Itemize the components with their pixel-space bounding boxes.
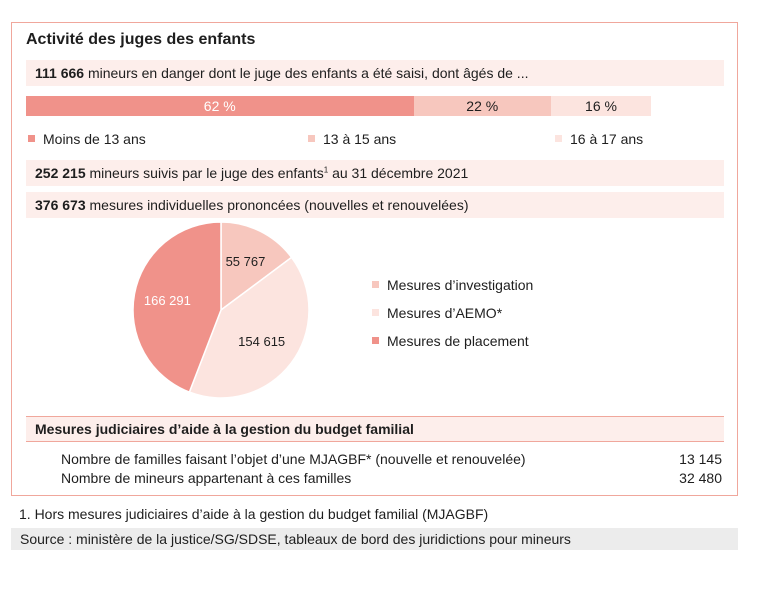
pie-label-placement: 166 291	[143, 293, 191, 309]
age-bar-segment-13-15	[414, 96, 552, 116]
minors-in-danger-text: mineurs en danger dont le juge des enfants a été saisi, dont âgés de ...	[84, 65, 529, 81]
age-bar-label-13-15: 22 %	[466, 98, 499, 114]
pie-label-aemo: 154 615	[238, 333, 286, 349]
age-legend-13-15	[308, 131, 396, 147]
figure-title: Activité des juges des enfants	[26, 31, 256, 48]
footnote-marker: 1	[323, 165, 329, 175]
age-bar-label-under-13: 62 %	[203, 98, 236, 114]
pie-legend-label-investigation: Mesures d’investigation	[387, 277, 534, 293]
minors-followed-band	[26, 160, 724, 186]
minors-followed-value: 252 215	[35, 165, 86, 181]
age-legend-swatch-13-15	[308, 135, 315, 142]
pie-legend-swatch-investigation	[372, 281, 379, 288]
mjagbf-row-minors-value: 32 480	[679, 470, 722, 486]
measures-band	[26, 192, 724, 218]
pie-label-investigation: 55 767	[225, 254, 266, 270]
measures-value: 376 673	[35, 197, 86, 213]
minors-followed-date: au 31 décembre 2021	[328, 165, 469, 181]
pie-legend-aemo	[372, 305, 502, 321]
source-line: Source : ministère de la justice/SG/SDSE, tableaux de bord des juridictions pour mineurs	[11, 528, 738, 550]
minors-followed-text: mineurs suivis par le juge des enfants	[85, 165, 324, 181]
pie-legend-investigation	[372, 277, 533, 293]
mjagbf-row-minors	[61, 470, 722, 486]
mjagbf-row-minors-label: Nombre de mineurs appartenant à ces familles	[61, 470, 352, 486]
age-legend-swatch-under-13	[28, 135, 35, 142]
age-legend-16-17	[555, 131, 643, 147]
age-legend-swatch-16-17	[555, 135, 562, 142]
pie-legend-label-aemo: Mesures d’AEMO*	[387, 305, 503, 321]
measures-text: mesures individuelles prononcées (nouvelles et renouvelées)	[85, 197, 469, 213]
age-legend-label-under-13: Moins de 13 ans	[43, 131, 146, 147]
age-legend-under-13	[28, 131, 146, 147]
pie-legend-label-placement: Mesures de placement	[387, 333, 529, 349]
pie-legend-swatch-placement	[372, 337, 379, 344]
age-legend-label-13-15: 13 à 15 ans	[323, 131, 397, 147]
footnote: 1. Hors mesures judiciaires d’aide à la gestion du budget familial (MJAGBF)	[19, 506, 489, 522]
age-bar-label-16-17: 16 %	[585, 98, 617, 114]
pie-legend-swatch-aemo	[372, 309, 379, 316]
measures-pie-chart	[120, 221, 320, 401]
minors-in-danger-band	[26, 60, 724, 86]
pie-legend-placement	[372, 333, 529, 349]
minors-in-danger-value: 111 666	[35, 65, 85, 81]
age-bar	[26, 96, 651, 116]
age-bar-segment-under-13	[26, 96, 414, 116]
mjagbf-row-families-label: Nombre de familles faisant l’objet d’une MJAGBF* (nouvelle et renouvelée)	[61, 451, 526, 467]
mjagbf-row-families-value: 13 145	[679, 451, 722, 467]
age-bar-segment-16-17	[551, 96, 651, 116]
age-legend-label-16-17: 16 à 17 ans	[570, 131, 644, 147]
mjagbf-header: Mesures judiciaires d’aide à la gestion du budget familial	[26, 416, 724, 442]
mjagbf-row-families	[61, 451, 722, 467]
